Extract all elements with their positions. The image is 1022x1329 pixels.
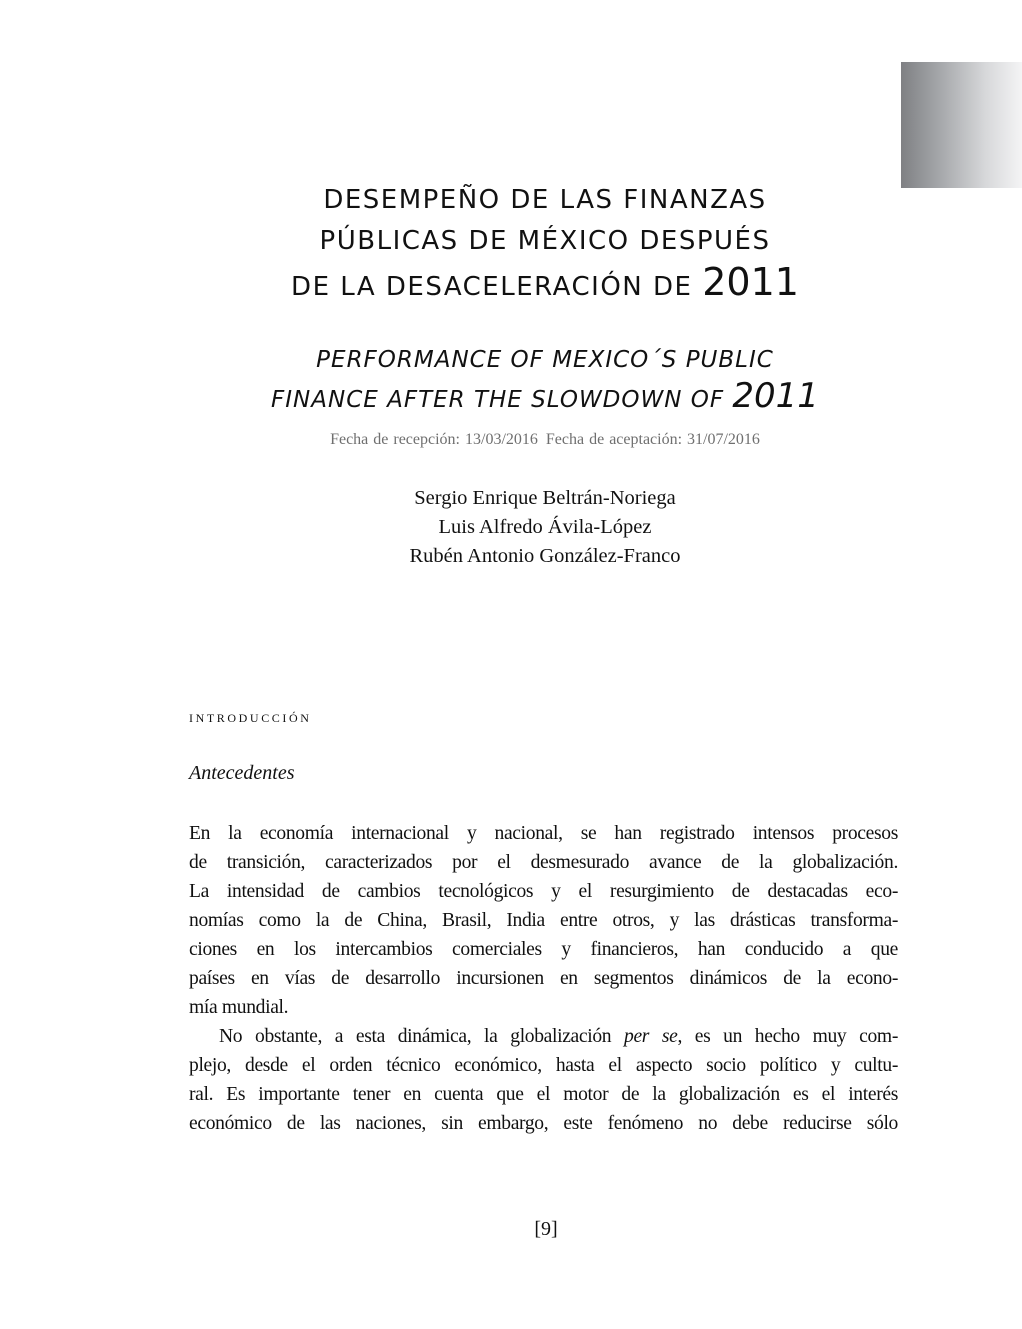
text-line: ral. Es importante tener en cuenta que el motor de la globalización es el interés bbox=[189, 1084, 898, 1105]
text-line: La intensidad de cambios tecnológicos y el resurgimiento de destacadas eco- bbox=[189, 881, 898, 902]
spanish-title-line-2: PÚBLICAS DE MÉXICO DESPUÉS bbox=[319, 226, 771, 256]
english-title-line-1: PERFORMANCE OF MEXICO´S PUBLIC bbox=[316, 347, 774, 373]
text-line: En la economía internacional y nacional, se han registrado intensos procesos bbox=[189, 823, 898, 844]
text-line: económico de las naciones, sin embargo, este fenómeno no debe reducirse sólo bbox=[189, 1113, 898, 1134]
english-title-year: 2011 bbox=[732, 376, 819, 416]
spanish-title-line-3-text: DE LA DESACELERACIÓN DE bbox=[291, 272, 703, 302]
text-segment: No obstante, a esta dinámica, la globalización bbox=[219, 1026, 625, 1047]
corner-gradient-tab bbox=[901, 62, 1022, 188]
text-line: de transición, caracterizados por el desmesurado avance de la globalización. bbox=[189, 852, 898, 873]
text-line: nomías como la de China, Brasil, India entre otros, y las drásticas transforma- bbox=[189, 910, 898, 931]
english-title-line-2 bbox=[200, 378, 890, 418]
spanish-title-line-3 bbox=[200, 262, 890, 308]
author-name: Rubén Antonio González-Franco bbox=[409, 545, 681, 567]
subsection-heading: Antecedentes bbox=[189, 762, 295, 784]
spanish-title-year: 2011 bbox=[702, 260, 799, 304]
english-title-line-2-text: FINANCE AFTER THE SLOWDOWN OF bbox=[271, 387, 733, 413]
acceptance-date: Fecha de aceptación: 31/07/2016 bbox=[545, 431, 760, 448]
english-title bbox=[200, 342, 890, 418]
italic-term: per se bbox=[624, 1026, 678, 1047]
body-text bbox=[189, 819, 898, 1138]
author-name: Sergio Enrique Beltrán-Noriega bbox=[414, 487, 676, 509]
text-line: plejo, desde el orden técnico económico, hasta el aspecto socio político y cultu- bbox=[189, 1055, 898, 1076]
section-heading: introducción bbox=[189, 707, 312, 726]
reception-date: Fecha de recepción: 13/03/2016 bbox=[330, 431, 538, 448]
text-line: mía mundial. bbox=[189, 997, 289, 1018]
text-line bbox=[189, 1022, 898, 1051]
paragraph-2 bbox=[189, 1022, 898, 1138]
author-list bbox=[200, 484, 890, 571]
spanish-title bbox=[200, 180, 890, 308]
page-number: [9] bbox=[534, 1218, 558, 1240]
paragraph-1 bbox=[189, 819, 898, 1022]
text-segment: , es un hecho muy com- bbox=[677, 1026, 898, 1047]
submission-dates bbox=[200, 431, 890, 449]
text-line: ciones en los intercambios comerciales y financieros, han conducido a que bbox=[189, 939, 898, 960]
spanish-title-line-1: DESEMPEÑO DE LAS FINANZAS bbox=[323, 185, 767, 215]
author-name: Luis Alfredo Ávila-López bbox=[438, 516, 652, 538]
text-line: países en vías de desarrollo incursionen en segmentos dinámicos de la econo- bbox=[189, 968, 898, 989]
